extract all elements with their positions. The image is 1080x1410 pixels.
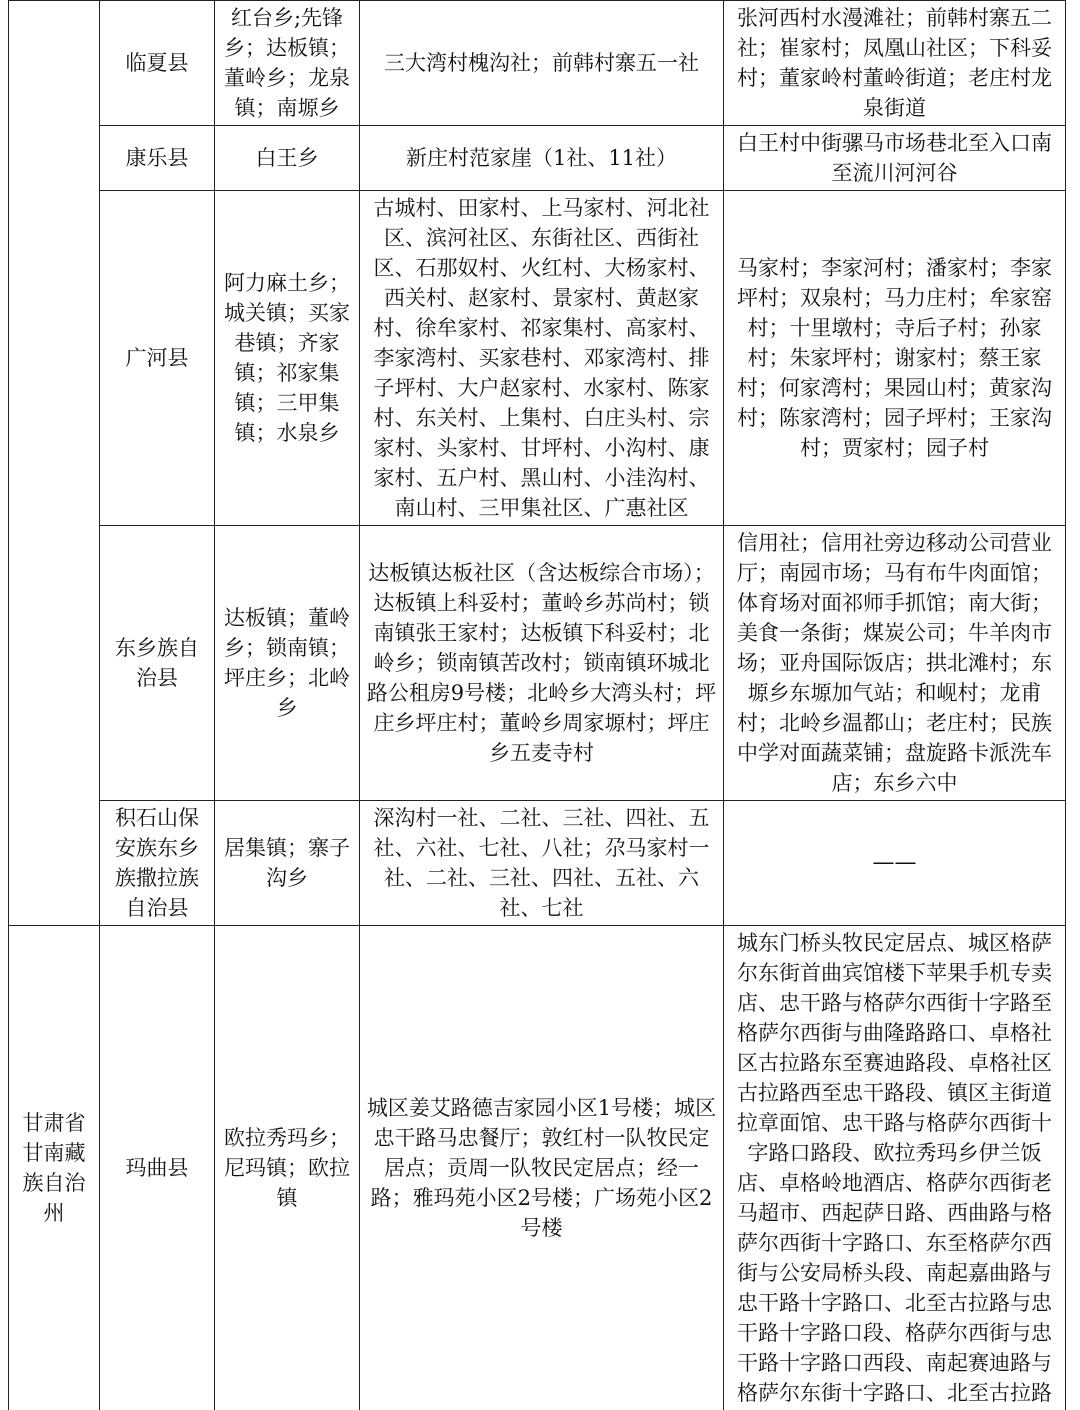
- township-cell: 达板镇；董岭乡；锁南镇；坪庄乡；北岭乡: [215, 526, 360, 801]
- province-cell: [9, 1, 100, 926]
- area-list-b-cell: 白王村中街骡马市场巷北至入口南至流川河河谷: [724, 126, 1066, 191]
- township-cell: 阿力麻土乡；城关镇；买家巷镇；齐家镇；祁家集镇；三甲集镇；水泉乡: [215, 191, 360, 526]
- county-cell: 积石山保安族东乡族撒拉族自治县: [100, 801, 215, 926]
- area-list-a-cell: 深沟村一社、二社、三社、四社、五社、六社、七社、八社；尕马家村一社、二社、三社、四社、五社、六社、七社: [360, 801, 724, 926]
- area-list-b-cell: 马家村；李家河村；潘家村；李家坪村；双泉村；马力庄村；牟家窑村；十里墩村；寺后子村；孙家村；朱家坪村；谢家村；蔡王家村；何家湾村；果园山村；黄家沟村；陈家湾村；园子坪村；王家沟村；贾家村；园子村: [724, 191, 1066, 526]
- area-list-a-cell: 城区姜艾路德吉家园小区1号楼；城区忠干路马忠餐厅；敦红村一队牧民定居点；贡周一队牧民定居点；经一路；雅玛苑小区2号楼；广场苑小区2号楼: [360, 926, 724, 1410]
- area-list-b-cell: ——: [724, 801, 1066, 926]
- table-row: [9, 926, 1066, 1410]
- area-list-b-cell: 张河西村水漫滩社；前韩村寨五二社；崔家村；凤凰山社区；下科妥村；董家岭村董岭街道；老庄村龙泉街道: [724, 1, 1066, 126]
- county-cell: 东乡族自治县: [100, 526, 215, 801]
- table-row: [9, 801, 1066, 926]
- township-cell: 白王乡: [215, 126, 360, 191]
- table-row: [9, 191, 1066, 526]
- area-list-a-cell: 三大湾村槐沟社；前韩村寨五一社: [360, 1, 724, 126]
- risk-area-table: [8, 0, 1066, 1410]
- county-cell: 康乐县: [100, 126, 215, 191]
- table-row: [9, 1, 1066, 126]
- table-row: [9, 526, 1066, 801]
- table-row: [9, 126, 1066, 191]
- county-cell: 广河县: [100, 191, 215, 526]
- township-cell: 红台乡;先锋乡；达板镇；董岭乡；龙泉镇；南塬乡: [215, 1, 360, 126]
- county-cell: 玛曲县: [100, 926, 215, 1410]
- county-cell: 临夏县: [100, 1, 215, 126]
- area-list-b-cell: 信用社；信用社旁边移动公司营业厅；南园市场；马有布牛肉面馆；体育场对面祁师手抓馆；南大街；美食一条街；煤炭公司；牛羊肉市场；亚舟国际饭店；拱北滩村；东塬乡东塬加气站；和岘村；龙甫村；北岭乡温都山；老庄村；民族中学对面蔬菜铺；盘旋路卡派洗车店；东乡六中: [724, 526, 1066, 801]
- township-cell: 欧拉秀玛乡；尼玛镇；欧拉镇: [215, 926, 360, 1410]
- area-list-a-cell: 新庄村范家崖（1社、11社）: [360, 126, 724, 191]
- area-list-a-cell: 古城村、田家村、上马家村、河北社区、滨河社区、东街社区、西街社区、石那奴村、火红村、大杨家村、西关村、赵家村、景家村、黄赵家村、徐牟家村、祁家集村、高家村、李家湾村、买家巷村、邓家湾村、排子坪村、大户赵家村、水家村、陈家村、东关村、上集村、白庄头村、宗家村、头家村、甘坪村、小沟村、康家村、五户村、黑山村、小洼沟村、南山村、三甲集社区、广惠社区: [360, 191, 724, 526]
- township-cell: 居集镇；寨子沟乡: [215, 801, 360, 926]
- area-list-a-cell: 达板镇达板社区（含达板综合市场）；达板镇上科妥村；董岭乡苏尚村；锁南镇张王家村；达板镇下科妥村；北岭乡；锁南镇苦改村；锁南镇环城北路公租房9号楼；北岭乡大湾头村；坪庄乡坪庄村；董岭乡周家塬村；坪庄乡五麦寺村: [360, 526, 724, 801]
- area-list-b-cell: 城东门桥头牧民定居点、城区格萨尔东街首曲宾馆楼下苹果手机专卖店、忠干路与格萨尔西街十字路至格萨尔西街与曲隆路路口、卓格社区古拉路东至赛迪路段、卓格社区古拉路西至忠干路段、镇区主街道拉章面馆、忠干路与格萨尔西街十字路口路段、欧拉秀玛乡伊兰饭店、卓格岭地酒店、格萨尔西街老马超市、西起萨日路、西曲路与格萨尔西街十字路口、东至格萨尔西街与公安局桥头段、南起嘉曲路与忠干路十字路口、北至古拉路与忠干路十字路口段、格萨尔西街与忠干路十字路口西段、南起赛迪路与格萨尔东街十字路口、北至古拉路: [724, 926, 1066, 1410]
- province-cell: 甘肃省甘南藏族自治州: [9, 926, 100, 1410]
